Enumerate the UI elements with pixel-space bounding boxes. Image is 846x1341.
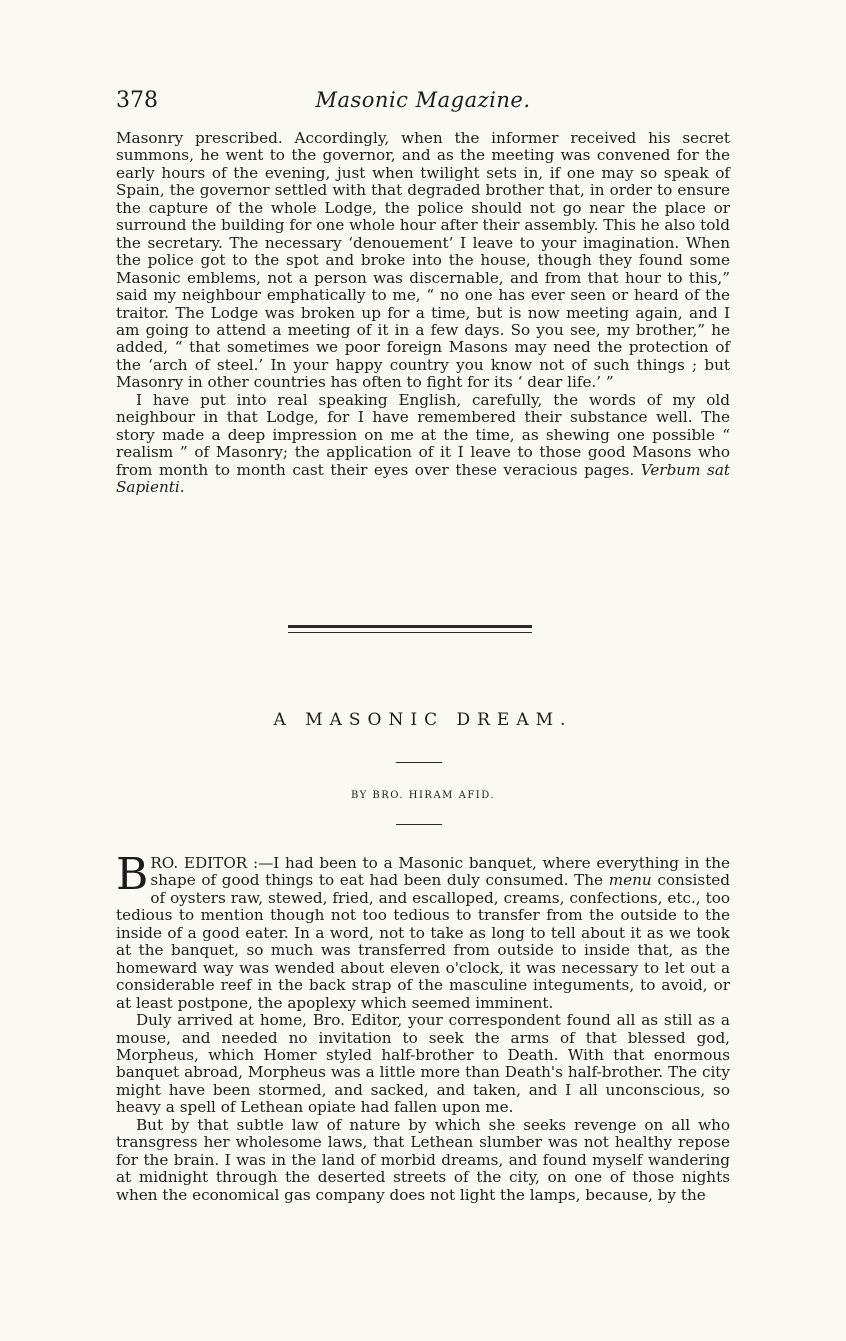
opening-text-rest: consisted of oysters raw, stewed, fried, and escalloped, creams, confections, etc., too tedious to mention though not too tedious to transfer from the outside to the inside of a good eater. In a word, not to take as long to tell about it as we took at the banquet, so much was transferred from outside to inside that, as the homeward way was wended about eleven o'clock, it was necessary to let out a considerable reef in the back strap of the masculine integuments, to avoid, or at least postpone, the apoplexy which seemed imminent.	[116, 871, 731, 1012]
section-divider-thin	[288, 632, 532, 633]
paragraph: But by that subtle law of nature by which she seeks revenge on all who transgress her wholesome laws, that Lethean slumber was not healthy repose for the brain. I was in the land of morbid dreams, and found myself wandering at midnight through the deserted streets of the city, on one of those nights when the economical gas company does not light the lamps, because, by the	[116, 1115, 730, 1204]
opening-paragraph	[116, 849, 731, 1012]
section-divider-thick	[288, 625, 532, 628]
paragraph: Masonry prescribed. Accordingly, when the informer received his secret summons, he went to the governor, and as the meeting was convened for the early hours of the evening, just when twilight sets in, if one may so speak of Spain, the governor settled with that degraded brother that, in order to ensure the capture of the whole Lodge, the police should not go near the place or surround the building for one whole hour after their assembly. This he also told the secretary. The necessary ‘denouement’ I leave to your imagination. When the police got to the spot and broke into the house, though they found some Masonic emblems, not a person was discernable, and from that hour to this,” said my neighbour emphatically to me, “ no one has ever seen or heard of the traitor. The Lodge was broken up for a time, but is now meeting again, and I am going to attend a meeting of it in a few days. So you see, my brother,” he added, “ that sometimes we poor foreign Masons may need the protection of the ‘arch of steel.’ In your happy country you know not of such things ; but Masonry in other countries has often to fight for its ‘ dear life.’ ”	[116, 129, 730, 392]
opening-text: RO. EDITOR :—I had been to a Masonic banquet, where everything in the shape of good things to eat had been duly consumed. The	[150, 854, 730, 890]
paragraph: Duly arrived at home, Bro. Editor, your correspondent found all as still as a mouse, and needed no invitation to seek the arms of that blessed god, Morpheus, which Homer styled half-brother to Death. With that enormous banquet abroad, Morpheus was a little more than Death's half-brother. The city might have been stormed, and sacked, and taken, and I all unconscious, so heavy a spell of Lethean opiate had fallen upon me.	[116, 1011, 730, 1117]
closing-latin-phrase: Verbum sat Sapienti.	[116, 460, 730, 497]
previous-article-text	[116, 130, 730, 497]
menu-word: menu	[608, 871, 652, 890]
byline-rule	[396, 824, 442, 825]
article-title: A MASONIC DREAM.	[273, 710, 573, 730]
article-body	[116, 849, 731, 1204]
paragraph-text: I have put into real speaking English, carefully, the words of my old neighbour in that Lodge, for I have remembered their substance well. The story made a deep impression on me at the time, as shewing one possible “ realism ” of Masonry; the application of it I leave to those good Masons who from month to month cast their eyes over these veracious pages.	[116, 390, 730, 479]
byline: BY BRO. HIRAM AFID.	[350, 790, 496, 801]
page-header	[116, 88, 730, 122]
running-title: Masonic Magazine.	[315, 88, 531, 112]
paragraph	[116, 392, 730, 497]
title-rule	[396, 762, 442, 763]
drop-cap: B	[116, 849, 149, 900]
page-number: 378	[116, 88, 158, 113]
